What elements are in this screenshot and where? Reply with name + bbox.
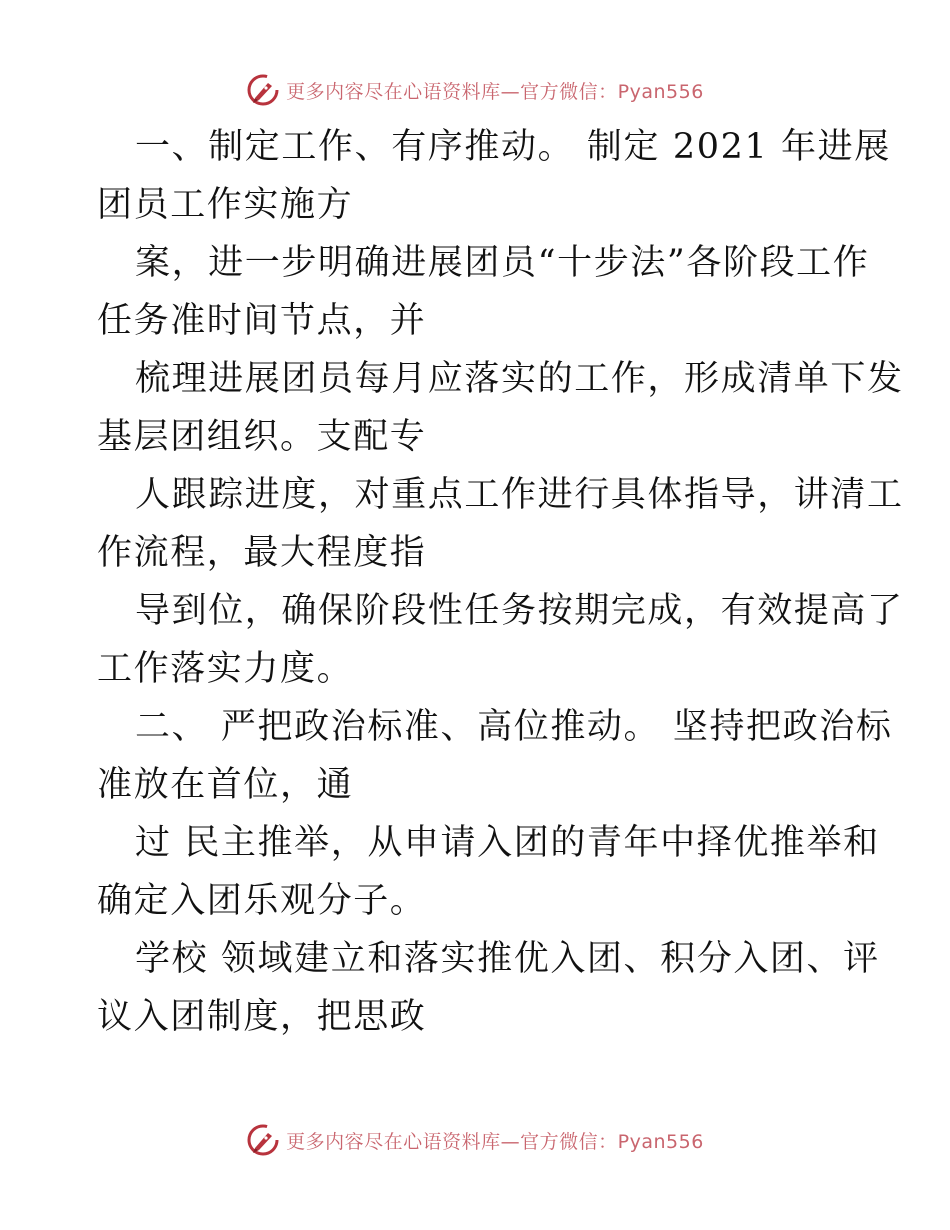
body-line: 人跟踪进度，对重点工作进行具体指导，讲清工 (135, 475, 904, 515)
pen-logo-icon (246, 73, 280, 107)
body-line: 议入团制度，把思政 (97, 997, 427, 1037)
document-body (97, 118, 904, 1046)
body-line: 基层团组织。支配专 (97, 417, 427, 457)
body-line: 准放在首位，通 (97, 765, 354, 805)
footer-banner-inner (246, 1123, 704, 1157)
header-banner-inner (246, 73, 704, 107)
body-line: 二、 严把政治标准、高位推动。 坚持把政治标 (135, 707, 893, 747)
footer-banner-text: 更多内容尽在心语资料库—官方微信：Pyan556 (286, 1130, 704, 1153)
footer-banner (0, 1120, 950, 1160)
body-line: 过 民主推举，从申请入团的青年中择优推举和 (135, 823, 880, 863)
body-line: 确定入团乐观分子。 (97, 881, 427, 921)
body-line: 作流程，最大程度指 (97, 533, 427, 573)
body-line: 梳理进展团员每月应落实的工作，形成清单下发 (135, 359, 904, 399)
body-line: 一、制定工作、有序推动。 制定 2021 年进展 (135, 127, 891, 167)
body-line: 团员工作实施方 (97, 185, 354, 225)
body-line: 工作落实力度。 (97, 649, 354, 689)
header-banner (0, 70, 950, 110)
pen-logo-icon (246, 1123, 280, 1157)
body-line: 导到位，确保阶段性任务按期完成，有效提高了 (135, 591, 904, 631)
body-line: 学校 领域建立和落实推优入团、积分入团、评 (135, 939, 880, 979)
body-line: 案，进一步明确进展团员“十步法”各阶段工作 (135, 243, 870, 283)
body-line: 任务准时间节点，并 (97, 301, 427, 341)
header-banner-text: 更多内容尽在心语资料库—官方微信：Pyan556 (286, 80, 704, 103)
